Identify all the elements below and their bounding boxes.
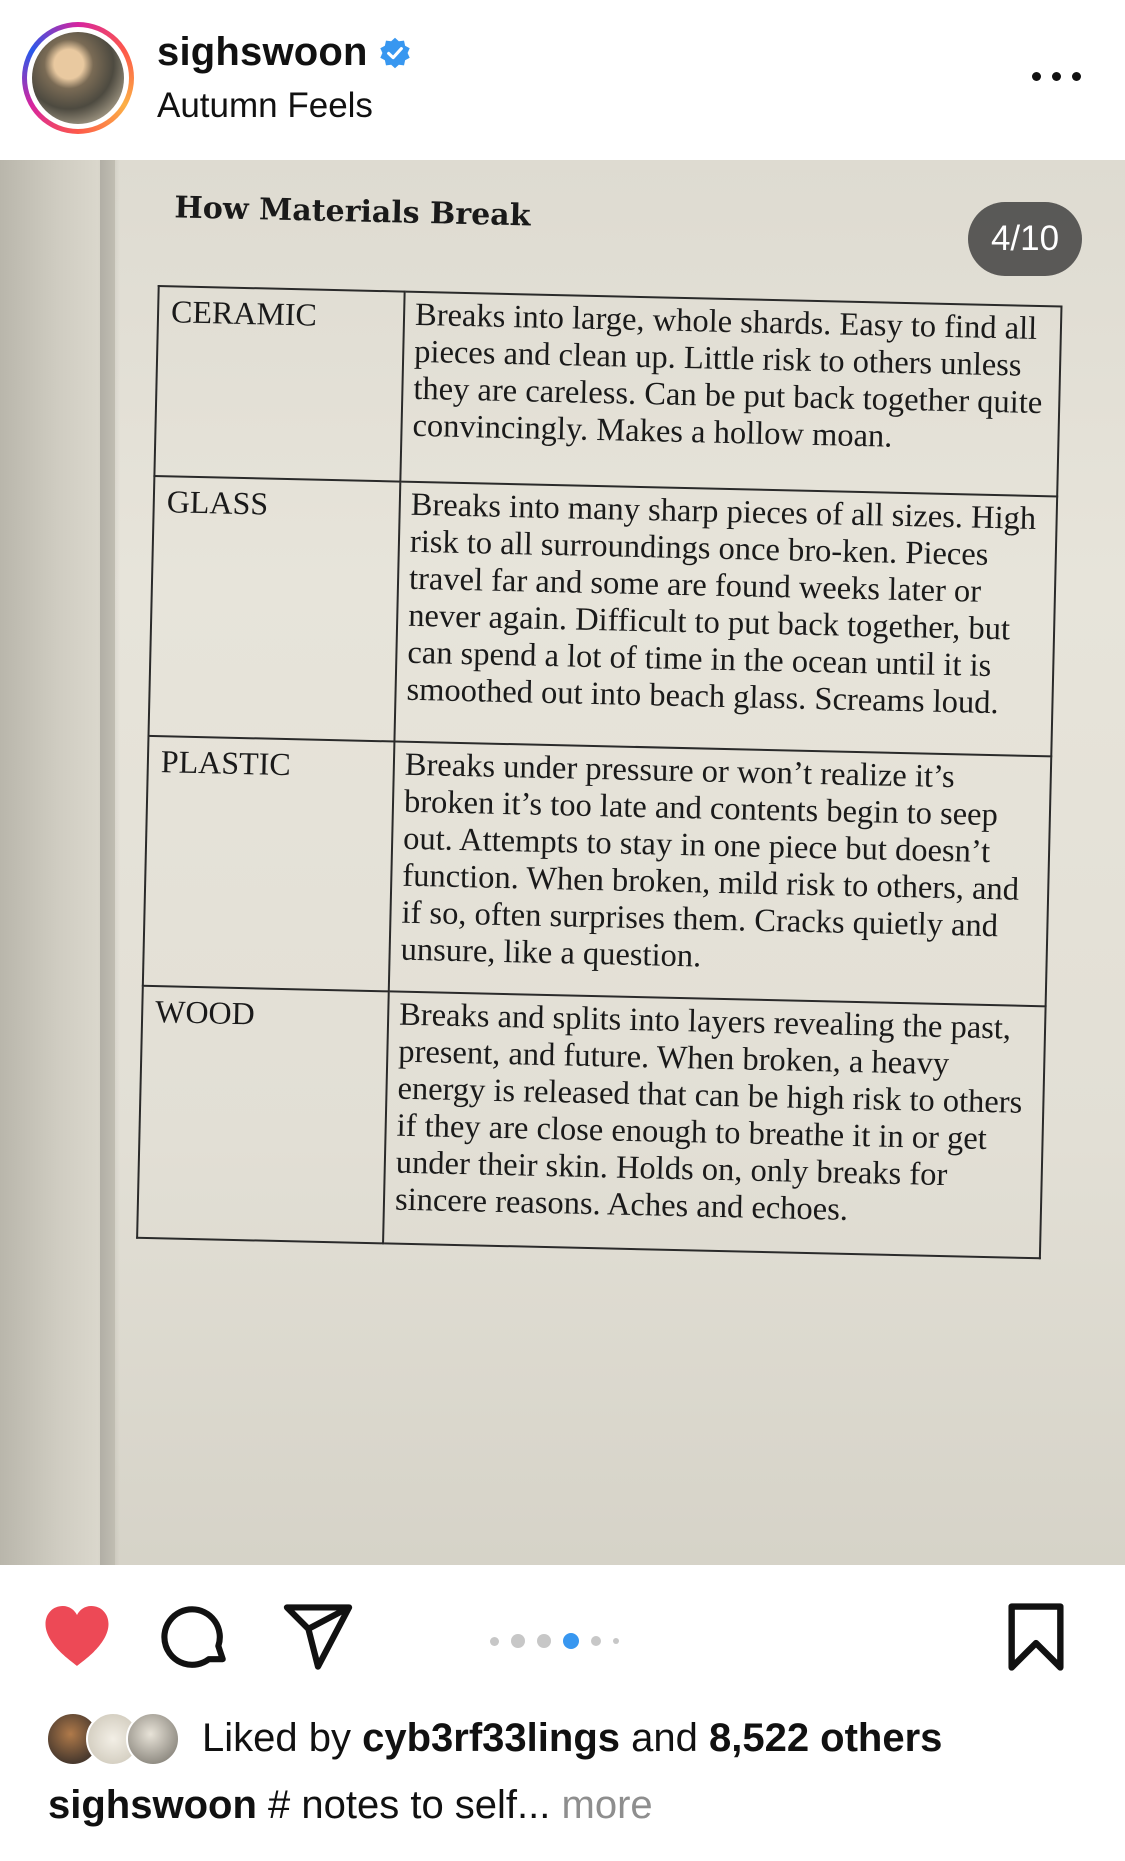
comment-icon[interactable] — [160, 1603, 230, 1673]
material-name: GLASS — [148, 476, 400, 742]
material-name: CERAMIC — [154, 286, 404, 482]
avatar-image — [32, 32, 124, 124]
material-description: Breaks into large, whole shards. Easy to find all pieces and clean up. Little risk to others unless they are careless. Can be put back together quite convincingly. Makes a hollow moan. — [400, 292, 1061, 497]
table-row — [143, 736, 1051, 1006]
carousel-dot — [490, 1637, 499, 1646]
caption-username[interactable]: sighswoon — [48, 1783, 257, 1827]
post-header — [0, 0, 1125, 160]
material-name: PLASTIC — [143, 736, 395, 992]
carousel-dot — [613, 1638, 619, 1644]
username-link[interactable]: sighswoon — [157, 30, 368, 74]
material-name: WOOD — [137, 986, 389, 1244]
carousel-indicator — [490, 1631, 631, 1651]
caption-more-link[interactable]: more — [550, 1783, 653, 1827]
likes-summary[interactable]: Liked by cyb3rf33lings and 8,522 others — [202, 1715, 943, 1760]
caption-text: # notes to self... — [256, 1783, 551, 1827]
post-caption — [48, 1783, 653, 1828]
profile-avatar[interactable] — [22, 22, 134, 134]
material-description: Breaks into many sharp pieces of all sizes. High risk to all surroundings once bro-ken. Pieces travel far and some are found weeks later or never again. Difficult to put back together, but can spend a lot of time in the ocean until it is smoothed out into beach glass. Screams loud. — [394, 482, 1057, 757]
table-row — [154, 286, 1061, 496]
table-row — [148, 476, 1057, 756]
more-options-icon[interactable] — [1030, 62, 1086, 92]
username-row — [157, 30, 412, 75]
carousel-dot — [511, 1634, 525, 1648]
book-page — [90, 179, 1080, 1520]
liker-avatars — [46, 1712, 182, 1764]
carousel-dot-active — [563, 1633, 579, 1649]
material-description: Breaks under pressure or won’t realize it’s broken it’s too late and contents begin to seep out. Attempts to stay in one piece but doesn’t function. When broken, mild risk to others, and if so, often surprises them. Cracks quietly and unsure, like a question. — [389, 741, 1052, 1006]
material-description: Breaks and splits into layers revealing the past, present, and future. When broken, a heavy energy is released that can be high risk to others if they are close enough to breathe it in or get under their skin. Holds on, only breaks for sincere reasons. Aches and echoes. — [383, 991, 1046, 1258]
book-page-title: How Materials Break — [174, 190, 531, 234]
post-location[interactable]: Autumn Feels — [157, 86, 373, 125]
carousel-dot — [537, 1634, 551, 1648]
heart-icon[interactable] — [40, 1603, 114, 1669]
liker-avatar — [126, 1712, 180, 1766]
table-row — [137, 986, 1045, 1258]
materials-table — [136, 285, 1062, 1259]
verified-badge-icon — [378, 36, 412, 70]
carousel-dot — [591, 1636, 601, 1646]
likes-count[interactable]: 8,522 others — [708, 1715, 943, 1760]
action-bar — [0, 1565, 1125, 1705]
page-counter-badge: 4/10 — [968, 202, 1082, 276]
likes-row[interactable] — [46, 1708, 942, 1768]
post-photo[interactable] — [0, 160, 1125, 1565]
bookmark-icon[interactable] — [1005, 1602, 1067, 1672]
share-icon[interactable] — [282, 1603, 354, 1671]
liker-username[interactable]: cyb3rf33lings — [362, 1715, 620, 1760]
